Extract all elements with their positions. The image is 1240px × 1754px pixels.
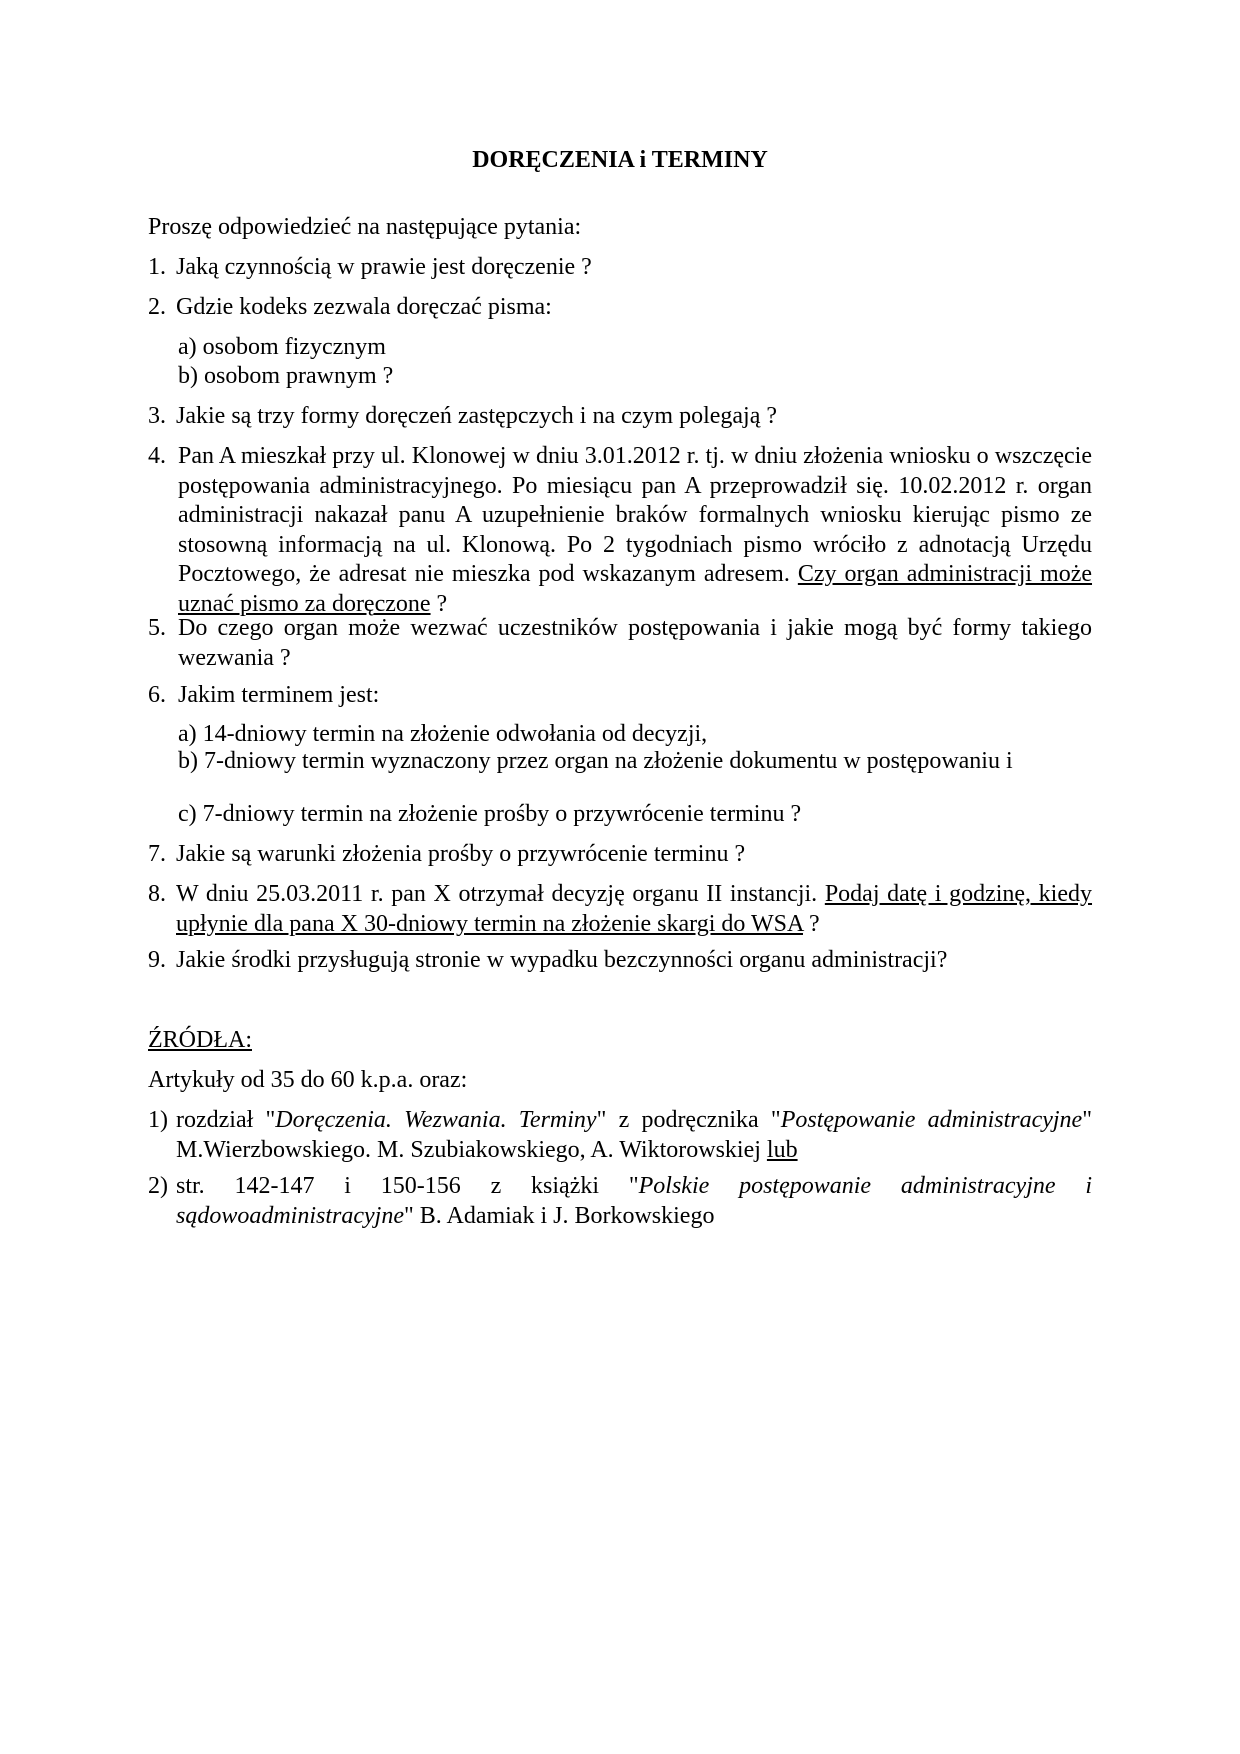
question-8: 8. W dniu 25.03.2011 r. pan X otrzymał decyzję organu II instancji. Podaj datę i godzinę, kiedy upłynie dla pana X 30-dniowy termin na złożenie skargi do WSA ?: [148, 881, 1093, 937]
question-6-item-b: b) 7-dniowy termin wyznaczony przez organ na złożenie dokumentu w postępowaniu i: [178, 748, 1013, 774]
sources-intro: Artykuły od 35 do 60 k.p.a. oraz:: [148, 1067, 468, 1093]
question-4: 4. Pan A mieszkał przy ul. Klonowej w dniu 3.01.2012 r. tj. w dniu złożenia wniosku o wszczęcie postępowania administracyjnego. Po miesiącu pan A przeprowadził się. 10.02.2012 r. organ administracji nakazał panu A uzupełnienie braków formalnych wniosku kierując pismo ze stosowną informacją na ul. Klonową. Po 2 tygodniach pismo wróciło z adnotacją Urzędu Pocztowego, że adresat nie mieszka pod wskazanym adresem. Czy organ administracji może uznać pismo za doręczone ?: [148, 443, 1093, 617]
question-9: 9. Jakie środki przysługują stronie w wypadku bezczynności organu administracji?: [148, 947, 948, 973]
source-2: 2) str. 142-147 i 150-156 z książki "Polskie postępowanie administracyjne i sądowoadministracyjne" B. Adamiak i J. Borkowskiego: [148, 1173, 1092, 1229]
intro-text: Proszę odpowiedzieć na następujące pytania:: [148, 214, 582, 240]
source-1: 1) rozdział "Doręczenia. Wezwania. Terminy" z podręcznika "Postępowanie administracyjne" M.Wierzbowskiego. M. Szubiakowskiego, A. Wiktorowskiej lub: [148, 1107, 1093, 1163]
question-6: 6. Jakim terminem jest:: [148, 682, 380, 708]
question-4-underlined: Czy organ administracji może uznać pismo za doręczone: [178, 561, 1093, 617]
question-5: 5. Do czego organ może wezwać uczestników postępowania i jakie mogą być formy takiego wezwania ?: [148, 615, 1092, 671]
document-page: [148, 0, 1092, 1754]
question-2: 2. Gdzie kodeks zezwala doręczać pisma:: [148, 294, 552, 320]
question-7: 7. Jakie są warunki złożenia prośby o przywrócenie terminu ?: [148, 841, 746, 867]
question-6-item-a: a) 14-dniowy termin na złożenie odwołania od decyzji,: [178, 721, 708, 747]
document-title: DORĘCZENIA i TERMINY: [472, 147, 768, 173]
question-1: 1. Jaką czynnością w prawie jest doręczenie ?: [148, 254, 592, 280]
question-2-item-a: a) osobom fizycznym: [178, 334, 386, 360]
question-3: 3. Jakie są trzy formy doręczeń zastępczych i na czym polegają ?: [148, 403, 778, 429]
sources-heading: ŹRÓDŁA:: [148, 1027, 252, 1053]
question-8-underlined: Podaj datę i godzinę, kiedy upłynie dla pana X 30-dniowy termin na złożenie skargi do WSA: [176, 881, 1093, 937]
question-2-item-b: b) osobom prawnym ?: [178, 363, 394, 389]
question-6-item-c: c) 7-dniowy termin na złożenie prośby o przywrócenie terminu ?: [178, 801, 802, 827]
